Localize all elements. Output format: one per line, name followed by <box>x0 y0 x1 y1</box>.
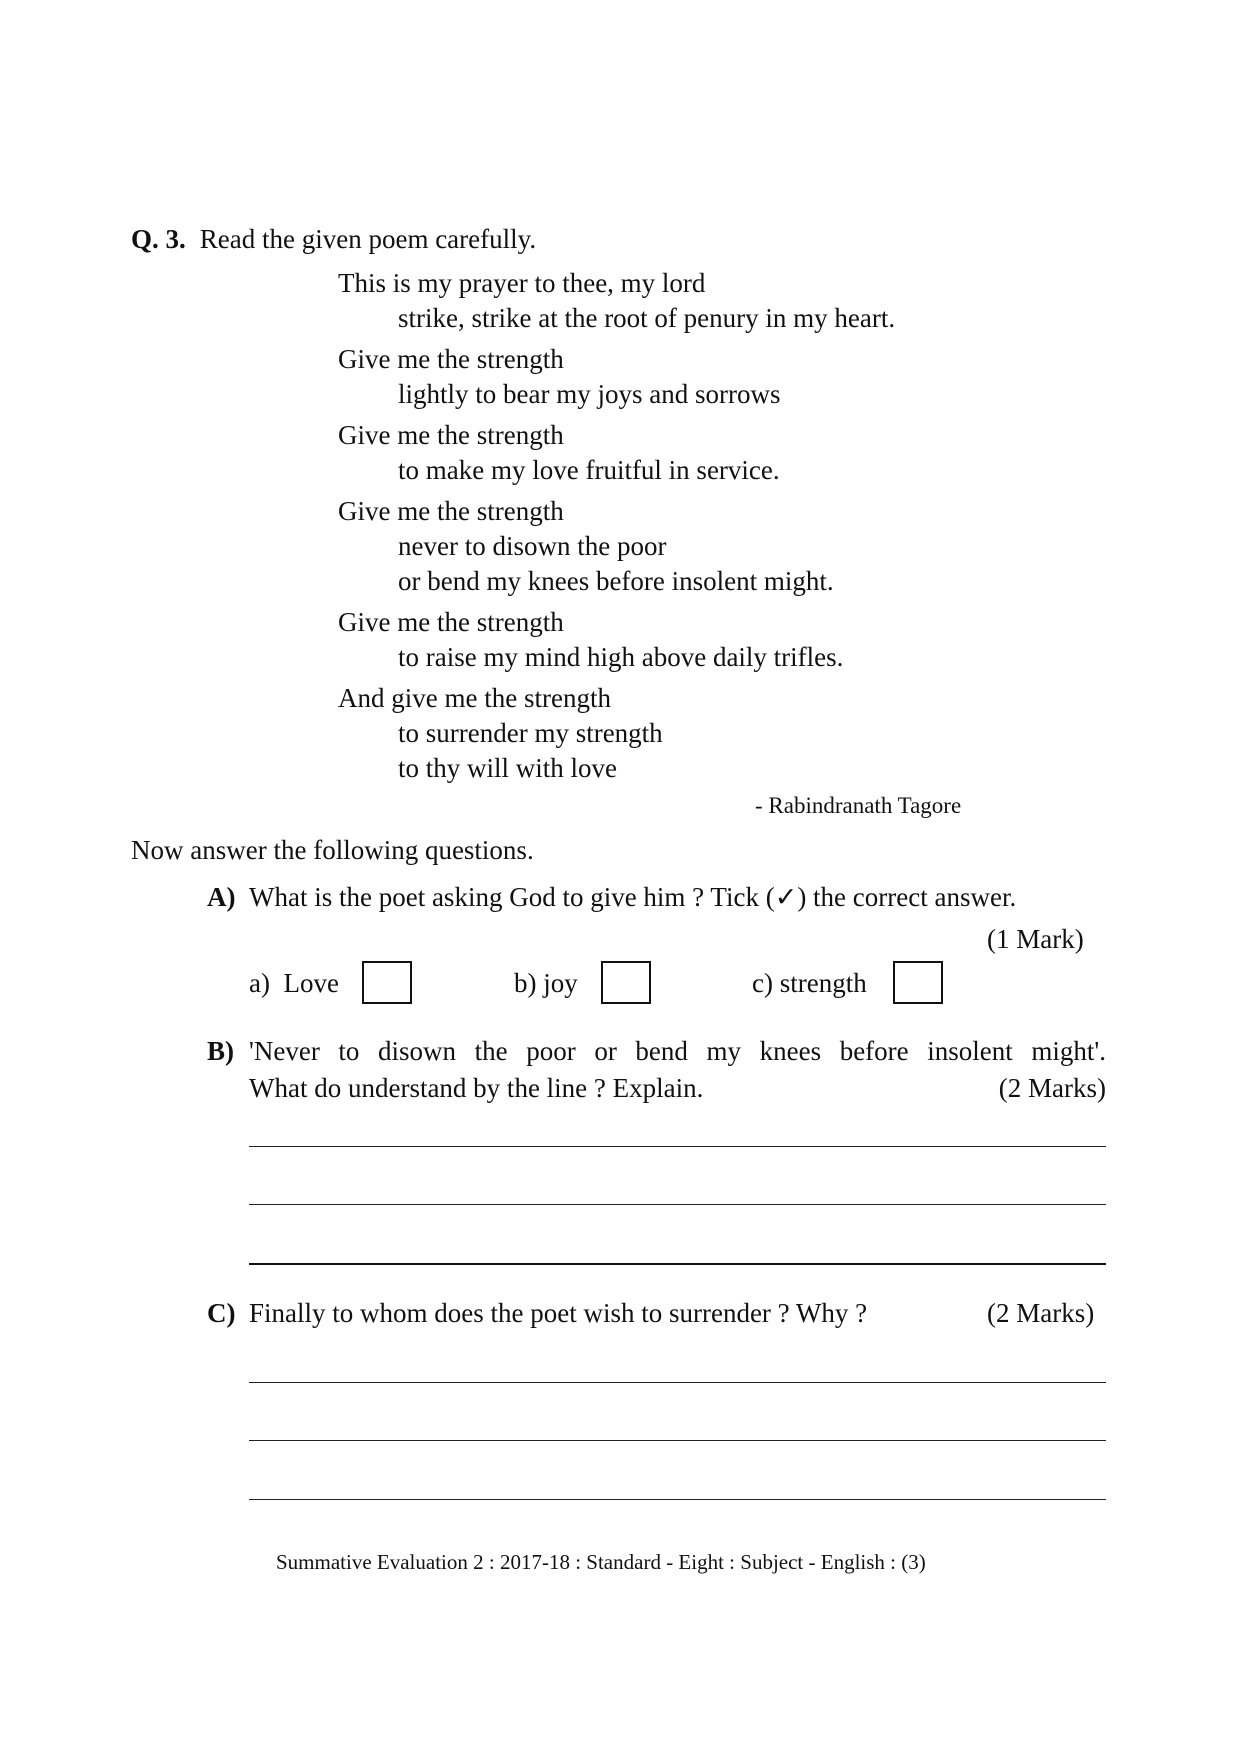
option-b-text: joy <box>543 968 578 998</box>
poem-line: to thy will with love <box>398 753 617 783</box>
question-b-word: the <box>474 1036 508 1066</box>
poem-line: strike, strike at the root of penury in my heart. <box>398 303 896 333</box>
poem <box>338 266 895 786</box>
option-a-label: a) <box>249 968 270 998</box>
question-b-marks: (2 Marks) <box>998 1073 1106 1103</box>
question-a-label: A) <box>207 882 236 912</box>
instructions-now: Now answer the following questions. <box>131 835 534 865</box>
poem-line: Give me the strength <box>338 607 564 637</box>
question-b-line2-row <box>249 1073 1106 1104</box>
question-b-word: to <box>338 1036 360 1066</box>
question-b-word: bend <box>635 1036 688 1066</box>
question-number: Q. 3. <box>131 224 186 254</box>
poem-line: or bend my knees before insolent might. <box>398 566 834 596</box>
poem-line: to surrender my strength <box>398 718 663 748</box>
option-b-label: b) <box>514 968 537 998</box>
poem-line: to raise my mind high above daily trifles. <box>398 642 844 672</box>
answer-line-b1[interactable] <box>249 1146 1106 1147</box>
question-c-text: Finally to whom does the poet wish to surrender ? Why ? <box>249 1298 868 1328</box>
option-c-label: c) <box>752 968 773 998</box>
option-c-checkbox[interactable] <box>893 961 943 1004</box>
page-footer: Summative Evaluation 2 : 2017-18 : Standard - Eight : Subject - English : (3) <box>276 1550 926 1574</box>
option-b-checkbox[interactable] <box>601 961 651 1004</box>
question-b-text <box>249 1036 1106 1104</box>
question-instruction: Read the given poem carefully. <box>199 224 537 254</box>
poem-line: lightly to bear my joys and sorrows <box>398 379 781 409</box>
question-b-word: disown <box>378 1036 457 1066</box>
poem-line: And give me the strength <box>338 683 611 713</box>
poem-line: never to disown the poor <box>398 531 667 561</box>
question-a-text: What is the poet asking God to give him ? Tick (✓) the correct answer. <box>249 882 1017 912</box>
question-b-word: or <box>594 1036 617 1066</box>
question-b-word: 'Never <box>249 1036 320 1066</box>
option-c-text: strength <box>779 968 867 998</box>
question-b-line1 <box>249 1036 1106 1067</box>
poem-line: This is my prayer to thee, my lord <box>338 268 706 298</box>
question-b-word: insolent <box>927 1036 1013 1066</box>
question-b-word: poor <box>526 1036 576 1066</box>
option-a-checkbox[interactable] <box>362 961 412 1004</box>
poem-line: Give me the strength <box>338 420 564 450</box>
question-b-word: my <box>706 1036 742 1066</box>
question-b-line2: What do understand by the line ? Explain. <box>249 1073 704 1103</box>
poem-line: to make my love fruitful in service. <box>398 455 780 485</box>
poem-line: Give me the strength <box>338 496 564 526</box>
question-b-word: before <box>839 1036 909 1066</box>
answer-line-c2[interactable] <box>249 1440 1106 1441</box>
option-b <box>514 968 578 999</box>
option-c <box>752 968 867 999</box>
question-b-label: B) <box>207 1036 234 1066</box>
question-c-marks: (2 Marks) <box>987 1298 1095 1328</box>
answer-line-c1[interactable] <box>249 1382 1106 1383</box>
question-header <box>131 224 536 255</box>
poem-author: - Rabindranath Tagore <box>755 793 962 818</box>
question-a-marks: (1 Mark) <box>987 924 1084 954</box>
answer-line-c3[interactable] <box>249 1499 1106 1500</box>
question-c-label: C) <box>207 1298 236 1328</box>
poem-line: Give me the strength <box>338 344 564 374</box>
question-b-word: knees <box>759 1036 822 1066</box>
question-b-word: might'. <box>1031 1036 1106 1066</box>
option-a <box>249 968 339 999</box>
answer-line-b2[interactable] <box>249 1204 1106 1205</box>
answer-line-b3[interactable] <box>249 1263 1106 1265</box>
option-a-text: Love <box>283 968 339 998</box>
